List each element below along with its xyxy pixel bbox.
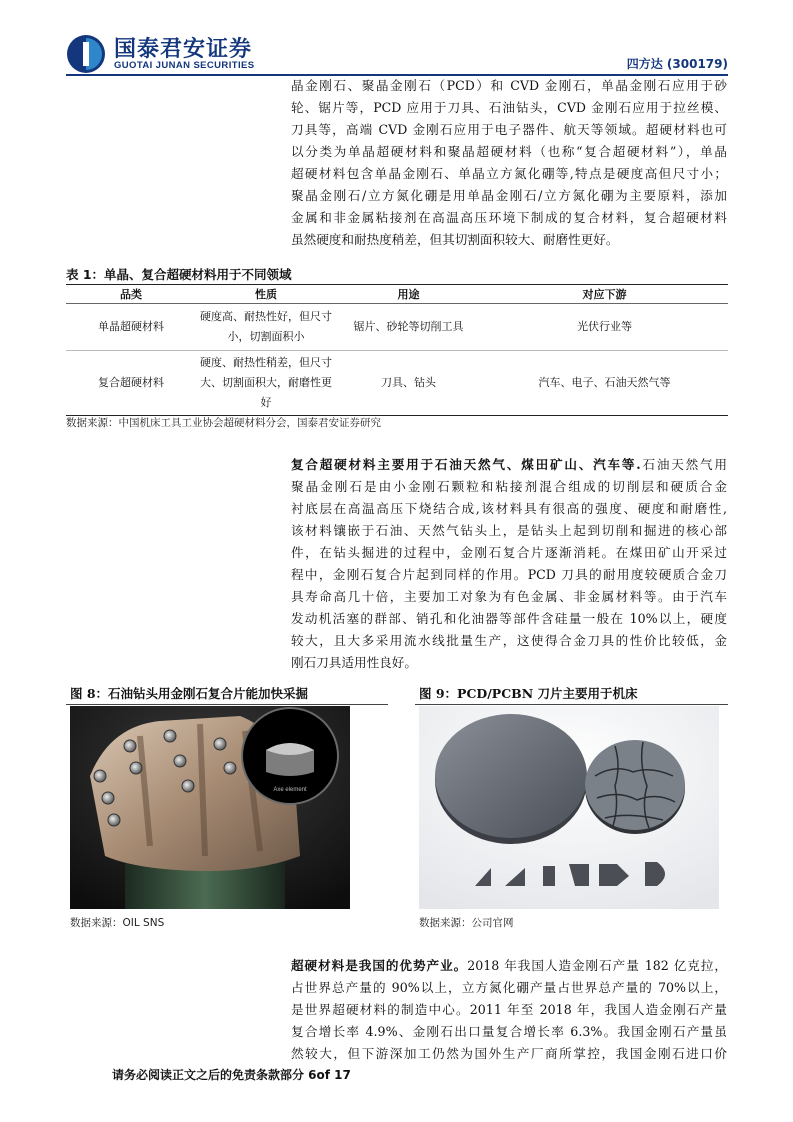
table-cell-line: 小，切割面积小 bbox=[227, 330, 305, 343]
materials-table bbox=[66, 284, 728, 416]
table-cell-category: 单晶超硬材料 bbox=[66, 304, 196, 351]
paragraph-text: 2018 年我国人造金刚石产量 182 亿克拉， bbox=[467, 958, 727, 973]
paragraph-line: 晶金刚石、聚晶金刚石（PCD）和 CVD 金刚石，单晶金刚石应用于砂 bbox=[291, 78, 727, 93]
paragraph-lead: 复合超硬材料主要用于石油天然气、煤田矿山、汽车等. bbox=[291, 457, 641, 472]
table-header-cell: 品类 bbox=[66, 285, 196, 304]
paragraph-line: 复合增长率 4.9%、金刚石出口量复合增长率 6.3%。我国金刚石产量虽 bbox=[291, 1024, 727, 1039]
table-header-cell: 对应下游 bbox=[481, 285, 728, 304]
table-cell-downstream: 光伏行业等 bbox=[481, 304, 728, 351]
table-cell-line: 硬度、耐热性稍差，但尺寸 bbox=[200, 356, 332, 369]
brand-name-cn: 国泰君安证券 bbox=[114, 37, 253, 62]
table-header-cell: 用途 bbox=[336, 285, 481, 304]
table-title: 表 1：单晶、复合超硬材料用于不同领域 bbox=[66, 267, 292, 282]
paragraph-line: 聚晶金刚石/立方氮化硼是用单晶金刚石/立方氮化硼为主要原料，添加 bbox=[291, 188, 727, 203]
paragraph-line: 然较大，但下游深加工仍然为国外生产厂商所掌控，我国金刚石进口价 bbox=[291, 1046, 727, 1061]
paragraph-line: 超硬材料包含单晶金刚石、单晶立方氮化硼等,特点是硬度高但尺寸小； bbox=[291, 166, 727, 181]
report-code: 四方达 (300179) bbox=[626, 57, 728, 71]
figure9-title: 图 9：PCD/PCBN 刀片主要用于机床 bbox=[419, 686, 638, 701]
paragraph-line bbox=[291, 454, 727, 476]
table-cell-usage: 刀具、钻头 bbox=[336, 351, 481, 416]
footer-disclaimer: 请务必阅读正文之后的免责条款部分 6of 17 bbox=[112, 1068, 351, 1082]
figure8-title: 图 8：石油钻头用金刚石复合片能加快采掘 bbox=[70, 686, 309, 701]
table-header-cell: 性质 bbox=[196, 285, 336, 304]
guotai-junan-logo-icon bbox=[66, 34, 106, 74]
paragraph-text: 石油天然气用 bbox=[640, 457, 727, 472]
table-row bbox=[66, 351, 728, 416]
paragraph-line: 刀具等，高端 CVD 金刚石应用于电子器件、航天等领域。超硬材料也可 bbox=[291, 122, 727, 137]
table-cell-line: 大、切割面积大，耐磨性更 bbox=[200, 376, 332, 389]
paragraph-line: 虽然硬度和耐热度稍差，但其切割面积较大、耐磨性更好。 bbox=[291, 232, 619, 247]
drill-bit-photo bbox=[70, 706, 350, 909]
industry-paragraph bbox=[291, 955, 727, 1065]
paragraph-line: 衬底层在高温高压下烧结合成,该材料具有很高的强度、硬度和耐磨性, bbox=[291, 501, 727, 516]
paragraph-line: 占世界总产量的 90%以上，立方氮化硼产量占世界总产量的 70%以上， bbox=[291, 980, 727, 995]
paragraph-line bbox=[291, 955, 727, 977]
paragraph-line: 是世界超硬材料的制造中心。2011 年至 2018 年，我国人造金刚石产量 bbox=[291, 1002, 727, 1017]
table-row bbox=[66, 304, 728, 351]
table-cell-usage: 锯片、砂轮等切削工具 bbox=[336, 304, 481, 351]
figure8-rule bbox=[66, 704, 388, 705]
paragraph-line: 件，在钻头掘进的过程中，金刚石复合片逐渐消耗。在煤田矿山开采过 bbox=[291, 545, 727, 560]
inset-label: Axe element bbox=[273, 787, 307, 793]
table-cell-line: 好 bbox=[260, 396, 272, 409]
intro-paragraph bbox=[291, 75, 727, 251]
figure8-source: 数据来源：OIL SNS bbox=[70, 917, 165, 929]
pcd-pcbn-blades-photo bbox=[419, 706, 719, 909]
paragraph-line: 程中，金刚石复合片起到同样的作用。PCD 刀具的耐用度较硬质合金刀 bbox=[291, 567, 727, 582]
composite-paragraph bbox=[291, 454, 727, 674]
table-cell-downstream: 汽车、电子、石油天然气等 bbox=[481, 351, 728, 416]
table-cell-property bbox=[196, 351, 336, 416]
brand-name-en: GUOTAI JUNAN SECURITIES bbox=[114, 60, 255, 71]
paragraph-line: 以分类为单晶超硬材料和聚晶超硬材料（也称“复合超硬材料”），单晶 bbox=[291, 144, 727, 159]
paragraph-lead: 超硬材料是我国的优势产业。 bbox=[291, 958, 468, 973]
paragraph-line: 较大，且大多采用流水线批量生产，这使得合金刀具的性价比较低，金 bbox=[291, 633, 727, 648]
table-header-row bbox=[66, 285, 728, 304]
paragraph-line: 发动机活塞的群部、销孔和化油器等部件含硅量一般在 10%以上，硬度 bbox=[291, 611, 727, 626]
table-cell-property bbox=[196, 304, 336, 351]
table-source-note: 数据来源：中国机床工具工业协会超硬材料分会，国泰君安证券研究 bbox=[66, 417, 381, 429]
figure9-source: 数据来源：公司官网 bbox=[419, 917, 514, 929]
paragraph-line: 具寿命高几十倍，主要加工对象为有色金属、非金属材料等。由于汽车 bbox=[291, 589, 727, 604]
paragraph-line: 该材料镶嵌于石油、天然气钻头上，是钻头上起到切削和掘进的核心部 bbox=[291, 523, 727, 538]
paragraph-line: 金属和非金属粘接剂在高温高压环境下制成的复合材料，复合超硬材料 bbox=[291, 210, 727, 225]
table-cell-line: 硬度高、耐热性好，但尺寸 bbox=[200, 310, 332, 323]
paragraph-line: 刚石刀具适用性良好。 bbox=[291, 655, 417, 670]
figure9-rule bbox=[415, 704, 728, 705]
table-cell-category: 复合超硬材料 bbox=[66, 351, 196, 416]
paragraph-line: 轮、锯片等，PCD 应用于刀具、石油钻头，CVD 金刚石应用于拉丝模、 bbox=[291, 100, 727, 115]
paragraph-line: 聚晶金刚石是由小金刚石颗粒和粘接剂混合组成的切削层和硬质合金 bbox=[291, 479, 727, 494]
